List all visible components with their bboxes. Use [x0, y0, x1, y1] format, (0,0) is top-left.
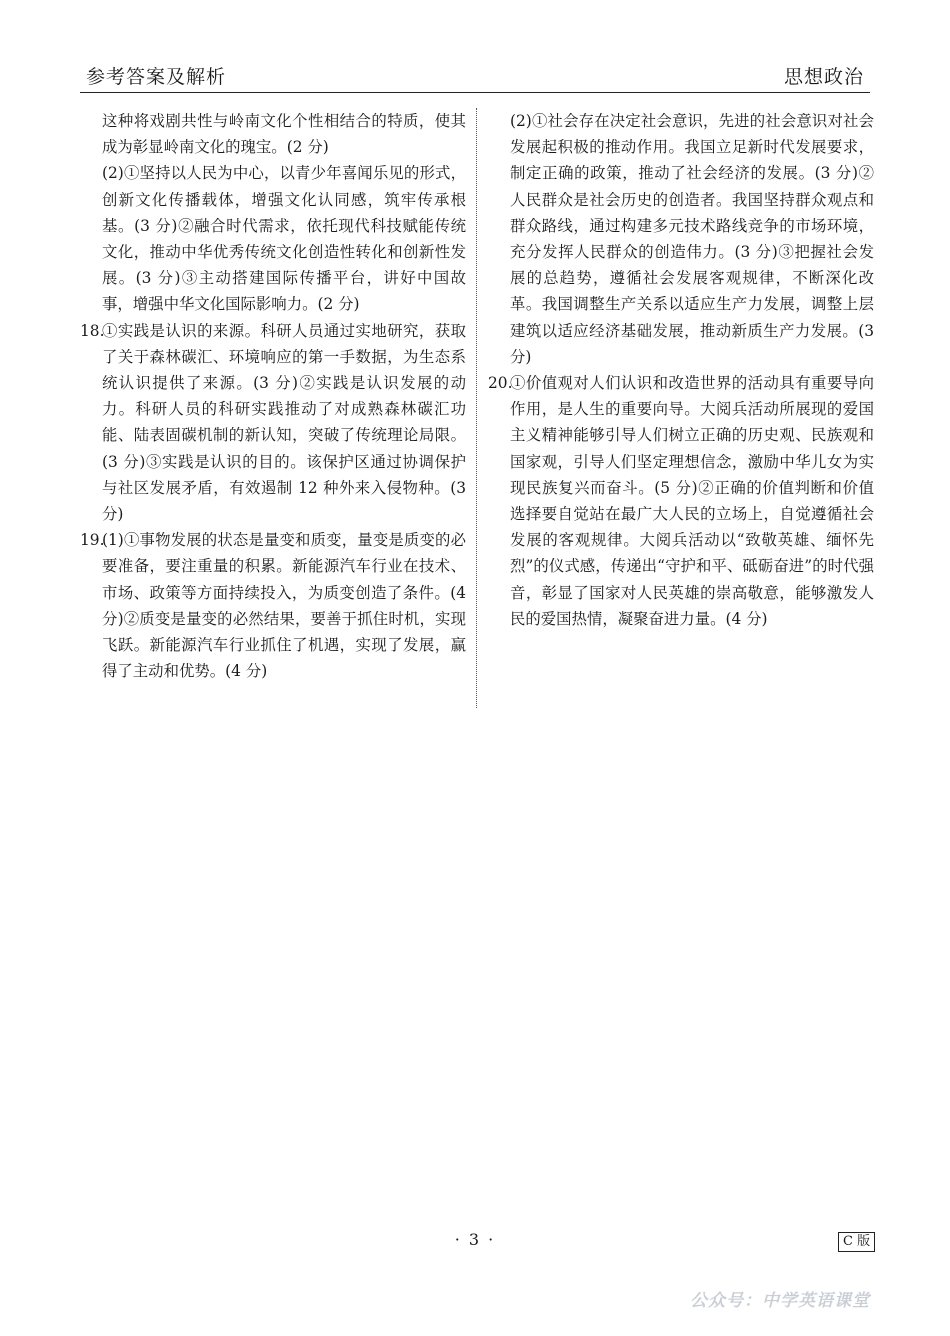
answer-18-text: ①实践是认识的来源。科研人员通过实地研究，获取了关于森林碳汇、环境响应的第一手数据，为生态系统认识提供了来源。(3 分)②实践是认识发展的动力。科研人员的科研实践推动了对成熟森林碳汇功能、陆表固碳机制的新认知，突破了传统理论局限。(3 分)③实践是认识的目的。该保护区通过协调保护与社区发展矛盾，有效遏制 12 种外来入侵物种。(3 分): [102, 321, 466, 524]
answer-19: [80, 527, 466, 684]
answer-20: [488, 370, 874, 632]
page-header: [80, 56, 870, 93]
answer-18: [80, 318, 466, 528]
answer-19-part-2: (2)①社会存在决定社会意识，先进的社会意识对社会发展起积极的推动作用。我国立足新时代发展要求，制定正确的政策，推动了社会经济的发展。(3 分)②人民群众是社会历史的创造者。我国坚持群众观点和群众路线，通过构建多元技术路线竞争的市场环境，充分发挥人民群众的创造伟力。(3 分)③把握社会发展的总趋势，遵循社会发展客观规律，不断深化改革。我国调整生产关系以适应生产力发展，调整上层建筑以适应经济基础发展，推动新质生产力发展。(3 分): [510, 112, 874, 366]
answer-19-number: 19.: [80, 531, 105, 550]
answer-20-number: 20.: [488, 374, 513, 393]
left-column: [80, 108, 466, 684]
header-subject-title: 思想政治: [783, 66, 864, 88]
column-divider: [476, 108, 477, 708]
version-badge: C 版: [838, 1232, 875, 1252]
answer-17-part-2: (2)①坚持以人民为中心，以青少年喜闻乐见的形式，创新文化传播载体，增强文化认同感，筑牢传承根基。(3 分)②融合时代需求，依托现代科技赋能传统文化，推动中华优秀传统文化创造性转化和创新性发展。(3 分)③主动搭建国际传播平台，讲好中国故事，增强中华文化国际影响力。(2 分): [102, 164, 466, 314]
watermark: 公众号：中学英语课堂: [690, 1291, 870, 1311]
answer-20-text: ①价值观对人们认识和改造世界的活动具有重要导向作用，是人生的重要向导。大阅兵活动所展现的爱国主义精神能够引导人们树立正确的历史观、民族观和国家观，引导人们坚定理想信念，激励中华儿女为实现民族复兴而奋斗。(5 分)②正确的价值判断和价值选择要自觉站在最广大人民的立场上，自觉遵循社会发展的客观规律。大阅兵活动以“致敬英雄、缅怀先烈”的仪式感，传递出“守护和平、砥砺奋进”的时代强音，彰显了国家对人民英雄的崇高敬意，能够激发人民的爱国热情，凝聚奋进力量。(4 分): [510, 374, 874, 628]
header-left-title: 参考答案及解析: [86, 66, 227, 88]
answer-19-part-1-text: (1)①事物发展的状态是量变和质变，量变是质变的必要准备，要注重量的积累。新能源汽车行业在技术、市场、政策等方面持续投入，为质变创造了条件。(4 分)②质变是量变的必然结果，要善于抓住时机，实现飞跃。新能源汽车行业抓住了机遇，实现了发展，赢得了主动和优势。(4 分): [102, 531, 466, 681]
page-number: · 3 ·: [454, 1230, 496, 1249]
answer-18-number: 18.: [80, 321, 105, 340]
right-column: [488, 108, 874, 632]
answer-17-continuation: 这种将戏剧共性与岭南文化个性相结合的特质，使其成为彰显岭南文化的瑰宝。(2 分): [102, 112, 466, 157]
